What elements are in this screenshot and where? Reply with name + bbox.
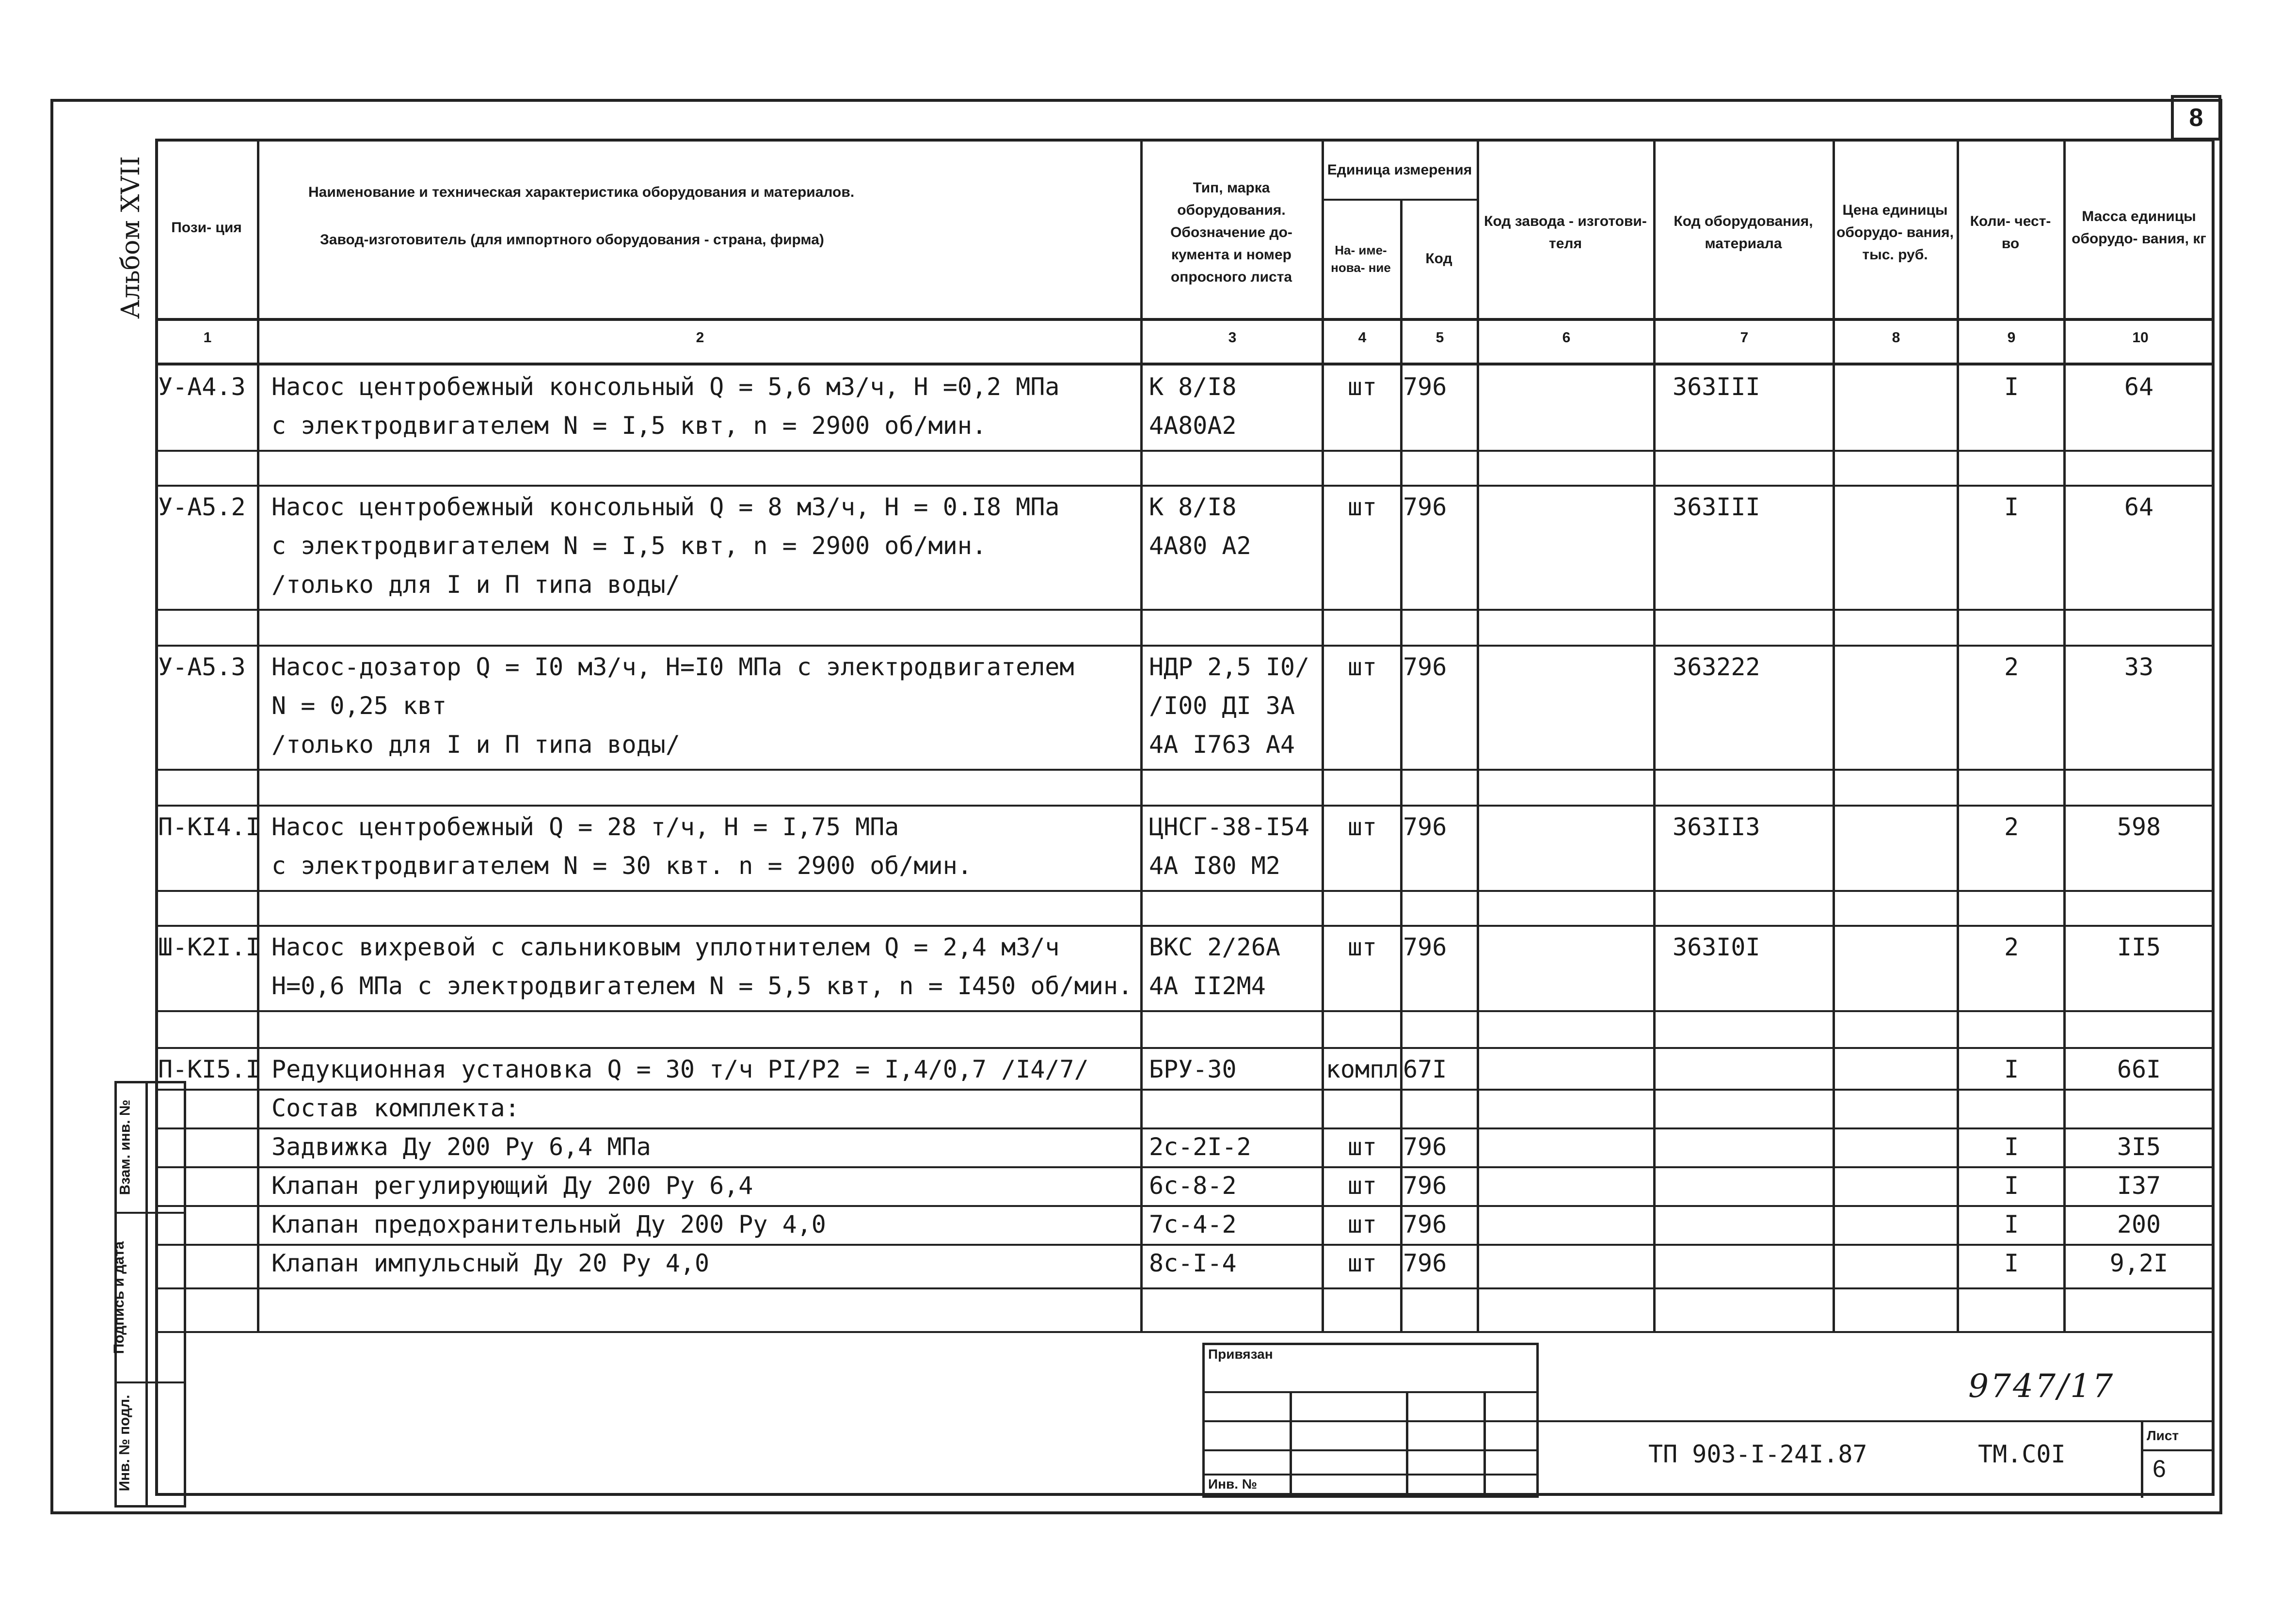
cell-type: ЦНСГ-38-I54 xyxy=(1149,813,1310,841)
row-divider xyxy=(155,805,2215,807)
table-bottom xyxy=(155,1331,2215,1333)
column-number: 7 xyxy=(1740,330,1749,346)
side-label-vzam: Взам. инв. № xyxy=(117,1099,133,1195)
sheet-number: 6 xyxy=(2152,1455,2166,1482)
stamp-line xyxy=(1202,1391,1539,1393)
numbers-bottom xyxy=(155,363,2215,365)
header-col2-line2: Завод-изготовитель (для импортного оборудования - страна, фирма) xyxy=(320,232,824,248)
cell-code: 796 xyxy=(1403,1249,1447,1277)
header-unit-group: Единица измерения xyxy=(1327,162,1472,178)
row-divider xyxy=(155,1166,2215,1168)
cell-name: Насос центробежный Q = 28 т/ч, H = I,75 МПа xyxy=(271,813,899,841)
cell-unit: шт xyxy=(1347,1172,1377,1200)
cell-unit: шт xyxy=(1347,933,1377,961)
cell-type: /I00 ДI 3А xyxy=(1149,692,1295,720)
cell-type: 6с-8-2 xyxy=(1149,1172,1237,1200)
cell-unit: шт xyxy=(1347,653,1377,681)
cell-type: 7с-4-2 xyxy=(1149,1210,1237,1238)
cell-type: 4А80 А2 xyxy=(1149,532,1251,560)
cell-pos: У-А4.3 xyxy=(158,373,246,401)
cell-qty: I xyxy=(2004,1172,2019,1200)
row-divider xyxy=(155,769,2215,771)
cell-mass: 3I5 xyxy=(2117,1133,2161,1161)
cell-code: 796 xyxy=(1403,1210,1447,1238)
cell-code: 67I xyxy=(1403,1055,1447,1083)
cell-unit: шт xyxy=(1347,493,1377,521)
cell-code: 796 xyxy=(1403,493,1447,521)
row-divider xyxy=(155,925,2215,927)
cell-mass: 64 xyxy=(2124,373,2154,401)
row-divider xyxy=(155,1244,2215,1246)
cell-type: 2с-2I-2 xyxy=(1149,1133,1251,1161)
column-number: 5 xyxy=(1435,330,1444,346)
cell-mass: 9,2I xyxy=(2109,1249,2168,1277)
cell-mass: 200 xyxy=(2117,1210,2161,1238)
row-divider xyxy=(155,609,2215,611)
cell-qty: 2 xyxy=(2004,653,2019,681)
column-number: 1 xyxy=(203,330,212,346)
row-divider xyxy=(155,1089,2215,1091)
cell-name: Клапан предохранительный Ду 200 Ру 4,0 xyxy=(271,1210,826,1238)
cell-eqcode: 363III xyxy=(1673,493,1760,521)
column-number: 9 xyxy=(2007,330,2016,346)
stamp-col xyxy=(1290,1391,1292,1498)
row-divider xyxy=(155,450,2215,452)
cell-name: Редукционная установка Q = 30 т/ч PI/P2 = I,4/0,7 /I4/7/ xyxy=(271,1055,1089,1083)
column-number: 3 xyxy=(1228,330,1237,346)
cell-type: К 8/I8 xyxy=(1149,493,1237,521)
cell-unit: шт xyxy=(1347,1133,1377,1161)
cell-unit: шт xyxy=(1347,373,1377,401)
cell-pos: У-А5.3 xyxy=(158,653,246,681)
row-divider xyxy=(155,1010,2215,1012)
cell-qty: I xyxy=(2004,1210,2019,1238)
cell-type: 4А I763 А4 xyxy=(1149,730,1295,759)
title-block-sheet-line xyxy=(2141,1449,2215,1451)
cell-qty: 2 xyxy=(2004,813,2019,841)
cell-mass: II5 xyxy=(2117,933,2161,961)
cell-qty: I xyxy=(2004,1133,2019,1161)
header-col3: Тип, марка оборудования. Обозначение до- кумента и номер опросного листа xyxy=(1170,180,1292,285)
cell-qty: I xyxy=(2004,1055,2019,1083)
cell-eqcode: 363III xyxy=(1673,373,1760,401)
doc-mark: ТМ.С0I xyxy=(1978,1440,2066,1468)
column-number: 4 xyxy=(1358,330,1367,346)
cell-name: с электродвигателем N = I,5 квт, n = 2900 об/мин. xyxy=(271,412,987,440)
cell-unit: шт xyxy=(1347,1249,1377,1277)
row-divider xyxy=(155,1127,2215,1129)
cell-type: 4А II2М4 xyxy=(1149,972,1266,1000)
cell-mass: I37 xyxy=(2117,1172,2161,1200)
cell-qty: I xyxy=(2004,493,2019,521)
stamp-col xyxy=(1406,1391,1408,1498)
header-col5: Код xyxy=(1425,251,1452,267)
cell-name: Клапан регулирующий Ду 200 Ру 6,4 xyxy=(271,1172,753,1200)
column-number: 8 xyxy=(1892,330,1900,346)
cell-unit: компл xyxy=(1325,1055,1399,1083)
cell-mass: 64 xyxy=(2124,493,2154,521)
row-divider xyxy=(155,890,2215,892)
cell-mass: 66I xyxy=(2117,1055,2161,1083)
header-col6: Код завода - изготови- теля xyxy=(1484,213,1647,252)
cell-name: N = 0,25 квт xyxy=(271,692,447,720)
column-number: 6 xyxy=(1562,330,1571,346)
cell-qty: 2 xyxy=(2004,933,2019,961)
side-label-inv-podl: Инв. № подл. xyxy=(116,1395,133,1492)
row-divider xyxy=(155,485,2215,487)
stamp-line xyxy=(1202,1449,1539,1451)
side-stamp-divider xyxy=(114,1381,186,1383)
header-col8: Цена единицы оборудо- вания, тыс. руб. xyxy=(1836,202,1954,263)
cell-pos: У-А5.2 xyxy=(158,493,246,521)
cell-unit: шт xyxy=(1347,1210,1377,1238)
cell-type: 4А80А2 xyxy=(1149,412,1237,440)
sheet-label: Лист xyxy=(2147,1428,2179,1443)
column-number: 2 xyxy=(696,330,704,346)
cell-name: Задвижка Ду 200 Ру 6,4 МПа xyxy=(271,1133,651,1161)
cell-qty: I xyxy=(2004,1249,2019,1277)
cell-type: 4А I80 М2 xyxy=(1149,852,1280,880)
header-col10: Масса единицы оборудо- вания, кг xyxy=(2072,208,2206,247)
cell-qty: I xyxy=(2004,373,2019,401)
header-sub-divider xyxy=(1322,199,1477,201)
cell-mass: 598 xyxy=(2117,813,2161,841)
cell-name: с электродвигателем N = I,5 квт, n = 2900 об/мин. xyxy=(271,532,987,560)
cell-type: ВКС 2/26А xyxy=(1149,933,1280,961)
cell-code: 796 xyxy=(1403,1172,1447,1200)
title-block-sheet-divider xyxy=(2141,1420,2143,1498)
cell-code: 796 xyxy=(1403,373,1447,401)
stamp-col xyxy=(1483,1391,1486,1498)
cell-pos: П-КI4.I xyxy=(158,813,260,841)
cell-type: НДР 2,5 I0/ xyxy=(1149,653,1310,681)
inv-no-label: Инв. № xyxy=(1208,1476,1258,1492)
cell-name: Насос центробежный консольный Q = 8 м3/ч, H = 0.I8 МПа xyxy=(271,493,1060,521)
stamp-line xyxy=(1202,1420,1539,1422)
stamp-line xyxy=(1202,1474,1539,1476)
cell-name: /только для I и П типа воды/ xyxy=(271,730,680,759)
cell-unit: шт xyxy=(1347,813,1377,841)
cell-type: 8с-I-4 xyxy=(1149,1249,1237,1277)
cell-name: Состав комплекта: xyxy=(271,1094,520,1122)
cell-code: 796 xyxy=(1403,933,1447,961)
cell-type: БРУ-30 xyxy=(1149,1055,1237,1083)
row-divider xyxy=(155,1205,2215,1207)
side-stamp-divider xyxy=(114,1212,186,1214)
header-col7: Код оборудования, материала xyxy=(1674,213,1813,252)
cell-name: Клапан импульсный Ду 20 Ру 4,0 xyxy=(271,1249,710,1277)
row-divider xyxy=(155,1287,2215,1289)
cell-type: К 8/I8 xyxy=(1149,373,1237,401)
cell-name: Насос центробежный консольный Q = 5,6 м3/ч, H =0,2 МПа xyxy=(271,373,1060,401)
header-col1: Пози- ция xyxy=(171,220,242,236)
row-divider xyxy=(155,645,2215,647)
cell-name: H=0,6 МПа с электродвигателем N = 5,5 квт, n = I450 об/мин. xyxy=(271,972,1133,1000)
cell-name: Насос-дозатор Q = I0 м3/ч, H=I0 МПа с электродвигателем xyxy=(271,653,1074,681)
col-divider xyxy=(1400,199,1403,1331)
title-block-line xyxy=(1539,1420,2215,1422)
cell-eqcode: 363I0I xyxy=(1673,933,1760,961)
column-number: 10 xyxy=(2132,330,2149,346)
header-bottom xyxy=(155,318,2215,321)
cell-code: 796 xyxy=(1403,653,1447,681)
sheet-corner-number: 8 xyxy=(2171,95,2221,141)
cell-code: 796 xyxy=(1403,813,1447,841)
cell-pos: П-КI5.I xyxy=(158,1055,260,1083)
cell-name: с электродвигателем N = 30 квт. n = 2900 об/мин. xyxy=(271,852,972,880)
header-col2-line1: Наименование и техническая характеристика оборудования и материалов. xyxy=(308,184,855,200)
privyazan-label: Привязан xyxy=(1208,1347,1273,1362)
doc-code: ТП 903-I-24I.87 xyxy=(1648,1440,1867,1468)
album-label: Альбом XVII xyxy=(116,156,145,319)
cell-eqcode: 363222 xyxy=(1673,653,1760,681)
side-stamp-divider xyxy=(145,1081,148,1508)
header-col9: Коли- чест- во xyxy=(1970,213,2051,252)
cell-pos: Ш-К2I.I xyxy=(158,933,260,961)
cell-eqcode: 363II3 xyxy=(1673,813,1760,841)
row-divider xyxy=(155,1047,2215,1049)
side-label-podpis: Подпись и дата xyxy=(111,1241,128,1354)
header-col4: На- име- нова- ние xyxy=(1331,243,1391,275)
cell-name: /только для I и П типа воды/ xyxy=(271,571,680,599)
cell-mass: 33 xyxy=(2124,653,2154,681)
cell-name: Насос вихревой с сальниковым уплотнителем Q = 2,4 м3/ч xyxy=(271,933,1060,961)
handwritten-number: 9747/17 xyxy=(1968,1367,2115,1405)
cell-code: 796 xyxy=(1403,1133,1447,1161)
